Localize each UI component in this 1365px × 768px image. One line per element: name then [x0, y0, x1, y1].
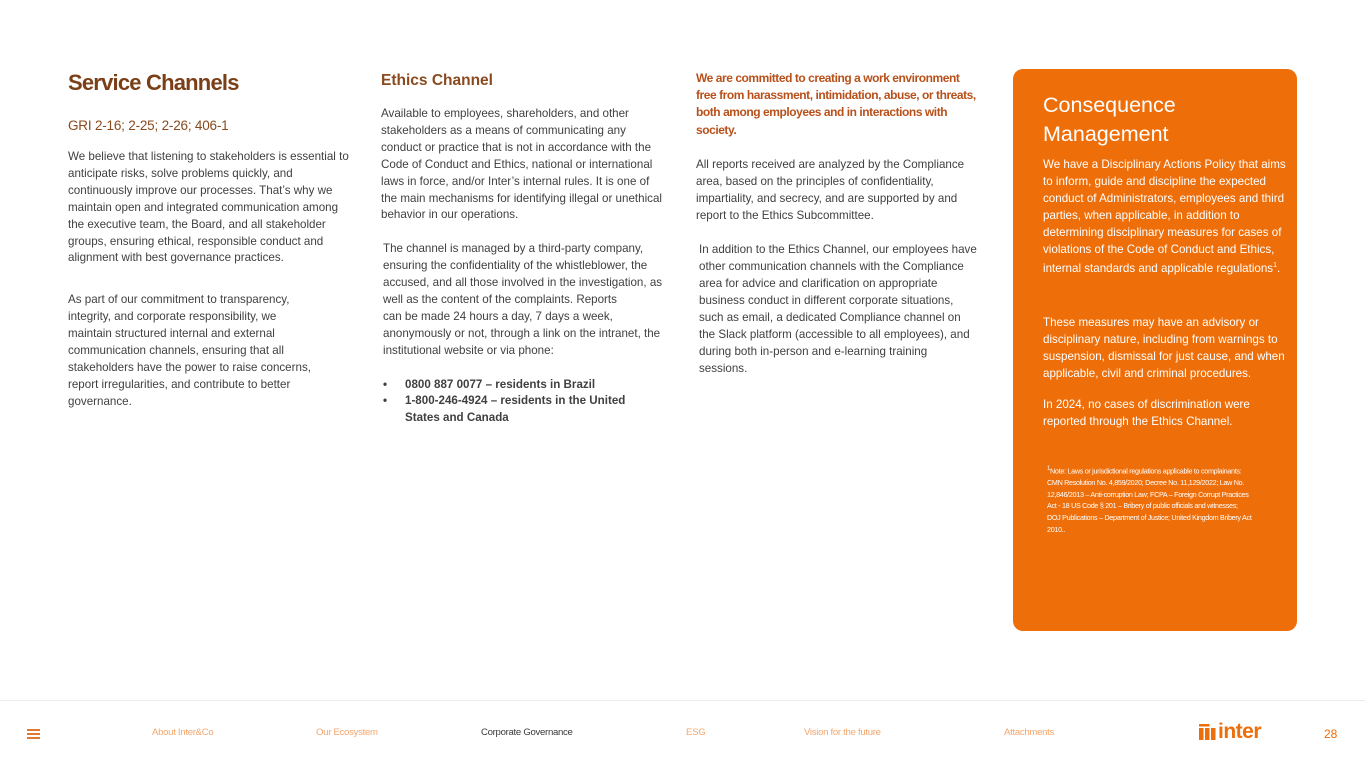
- footnote: $^1$Note: Laws or jurisdictional regulations applicable to complainants: CMN Resolution No. 4,859/2020; Decree No. 11,129/2022; Law No. 12,846/2013 – Anti-corruption Law; FCPA – Foreign Corrupt Practices Act - 18 US Code § 201 – Bribery of public officials and witnesses; DOJ Publications – Department of Justice; United Kingdom Bribery Act 2010..: [1047, 465, 1252, 535]
- footer-nav-bar: [0, 700, 1365, 768]
- ethics-channel-management: The channel is managed by a third-party company, ensuring the confidentiality of the whistleblower, the accused, and all those involved in the investigation, as well as the content of the complaints. Reports: [383, 242, 663, 307]
- phone-brazil: 0800 887 0077 – residents in Brazil: [405, 377, 596, 391]
- bullet: •: [383, 394, 388, 408]
- footnote-number: 1: [1047, 465, 1051, 472]
- page-title: Service Channels: [68, 70, 239, 95]
- phone-list: [381, 377, 663, 427]
- phone-item-us-canada: [383, 393, 663, 426]
- ethics-channel-section: [381, 71, 663, 426]
- inter-logo[interactable]: [1199, 722, 1261, 742]
- bullet: •: [383, 377, 388, 391]
- service-intro-paragraph: We believe that listening to stakeholders is essential to anticipate risks, solve problems quickly, and continuously improve our processes. That’s why we maintain open and integrated communication among the executive team, the Board, and all stakeholder groups, ensuring ethical, responsible conduct and alignment with best governance practices.: [68, 150, 349, 265]
- ethics-channel-heading: Ethics Channel: [381, 72, 493, 89]
- discrimination-cases-paragraph: In 2024, no cases of discrimination were reported through the Ethics Channel.: [1043, 397, 1250, 428]
- phone-item-brazil: [383, 377, 663, 394]
- hamburger-menu-icon[interactable]: [27, 729, 40, 739]
- footnote-marker: 1: [1273, 262, 1278, 270]
- measures-paragraph: These measures may have an advisory or disciplinary nature, including from warnings to suspension, dismissal for just cause, and when applicable, civil and criminal procedures.: [1043, 316, 1285, 380]
- nav-attachments[interactable]: Attachments: [1004, 727, 1055, 738]
- ethics-channel-availability: can be made 24 hours a day, 7 days a week, anonymously or not, through a link on the intranet, the institutional website or via phone:: [383, 309, 661, 357]
- commitment-section: [696, 70, 978, 378]
- page-number: 28: [1324, 727, 1338, 741]
- gri-reference: GRI 2-16; 2-25; 2-26; 406-1: [68, 118, 229, 133]
- inter-logo-mark-icon: [1199, 724, 1216, 740]
- disciplinary-policy-paragraph: We have a Disciplinary Actions Policy that aims to inform, guide and discipline the expected conduct of Administrators, employees and third parties, when applicable, in addition to determining disciplinary measures for cases of violations of the Code of Conduct and Ethics, internal standards and applicable regulations$^1$.: [1043, 158, 1286, 276]
- inter-logo-text: inter: [1218, 720, 1262, 743]
- other-channels-paragraph: In addition to the Ethics Channel, our employees have other communication channels with the Compliance area for advice and clarification on appropriate business conduct in different corporate situations, such as email, a dedicated Compliance channel on the Slack platform (accessible to all employees), and during both in-person and e-learning training sessions.: [699, 243, 977, 375]
- nav-corporate-governance[interactable]: Corporate Governance: [481, 727, 573, 738]
- nav-about-inter[interactable]: About Inter&Co: [152, 727, 214, 738]
- commitment-highlight: We are committed to creating a work environment free from harassment, intimidation, abuse, or threats, both among employees and in interactions with society.: [696, 71, 976, 137]
- ethics-channel-description: Available to employees, shareholders, and other stakeholders as a means of communicating any conduct or practice that is not in accordance with the Code of Conduct and Ethics, national or international laws in force, and/or Inter’s internal rules. It is one of the main mechanisms for identifying illegal or unethical behavior in our operations.: [381, 107, 662, 222]
- consequence-management-card: [1013, 69, 1297, 631]
- service-commitment-paragraph: As part of our commitment to transparency, integrity, and corporate responsibility, we maintain structured internal and external communication channels, ensuring that all stakeholders have the power to raise concerns, report irregularities, and contribute to better governance.: [68, 293, 311, 408]
- consequence-management-title: Consequence Management: [1043, 93, 1176, 146]
- service-channels-section: [68, 70, 350, 411]
- reports-analysis-paragraph: All reports received are analyzed by the Compliance area, based on the principles of confidentiality, impartiality, and secrecy, and are supported by and report to the Ethics Subcommittee.: [696, 157, 965, 222]
- nav-vision-for-the-future[interactable]: Vision for the future: [804, 727, 881, 738]
- nav-our-ecosystem[interactable]: Our Ecosystem: [316, 727, 378, 738]
- nav-esg[interactable]: ESG: [686, 727, 706, 738]
- phone-us-canada: 1-800-246-4924 – residents in the United States and Canada: [405, 394, 626, 424]
